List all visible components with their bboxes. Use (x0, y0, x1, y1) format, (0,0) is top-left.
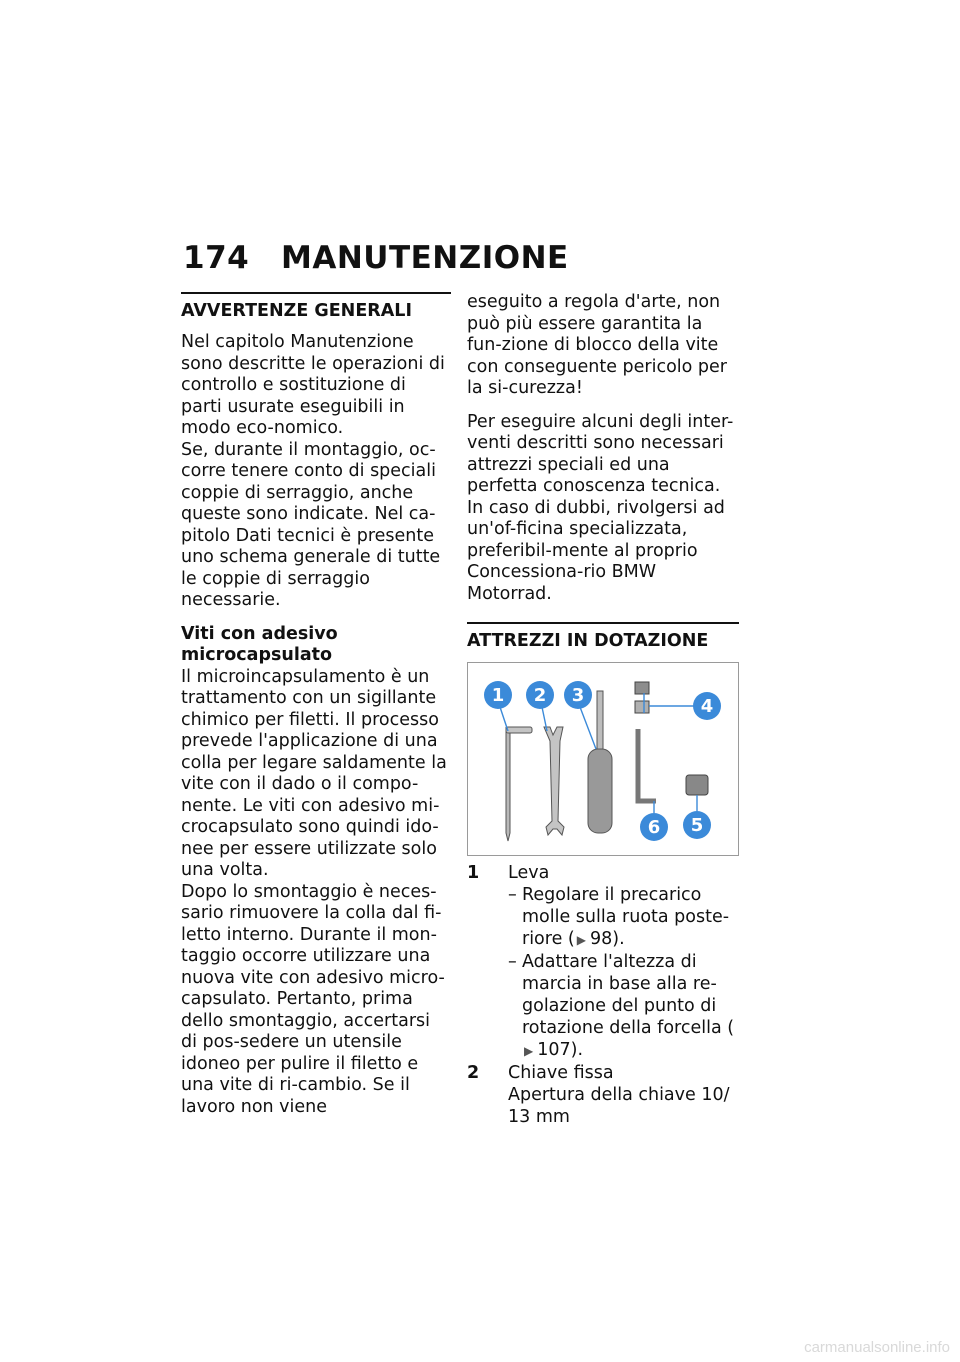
section-divider (181, 292, 451, 294)
section-divider (467, 622, 739, 624)
paragraph: Dopo lo smontaggio è neces-sario rimuovere la colla dal fi-letto interno. Durante il mon-taggio occorre utilizzare una nuova vite con adesivo micro-capsulato. Pertanto, prima dello smontaggio, accertarsi di pos-sedere un utensile idoneo per pulire il filetto e una vite di ri-cambio. Se il lavoro non viene (181, 881, 445, 1117)
dash-bullet: – (508, 952, 517, 972)
left-column (181, 292, 451, 1118)
callout-5: 5 (690, 815, 704, 836)
page-header (183, 240, 569, 276)
paragraph: eseguito a regola d'arte, non può più essere garantita la fun-zione di blocco della vite con conseguente pericolo per la si-curezza! (467, 292, 727, 398)
bit-icon (635, 701, 649, 713)
callout-2: 2 (533, 685, 547, 706)
paragraph: Nel capitolo Manutenzione sono descritte le operazioni di controllo e sostituzione di parti usurate eseguibili in modo eco-nomico. (181, 332, 445, 438)
lever-icon (506, 727, 532, 733)
paragraph: Se, durante il montaggio, oc-corre tenere conto di speciali coppie di serraggio, anche queste sono indicate. Nel ca-pitolo Dati tecnici è presente uno schema generale di tutte le coppie di serraggio necessarie. (181, 439, 441, 610)
callout-1: 1 (491, 685, 505, 706)
list-item (467, 862, 739, 1062)
sub-item: – Regolare il precarico molle sulla ruota poste-riore ( ▶ 98). (508, 885, 730, 949)
item-name: Chiave fissa (508, 1063, 614, 1083)
watermark: carmanualsonline.info (804, 1339, 950, 1356)
item-description: Apertura della chiave 10/ 13 mm (508, 1085, 730, 1127)
page-number: 174 (183, 240, 250, 276)
right-column (467, 292, 739, 1128)
chapter-title: MANUTENZIONE (281, 240, 569, 276)
sub-item-text: Adattare l'altezza di marcia in base alla re-golazione del punto di rotazione della forcella (522, 952, 722, 1038)
page-ref-arrow-icon: ▶ (576, 933, 586, 947)
subheading-microcapsulated-screws: Viti con adesivo microcapsulato (181, 623, 338, 665)
item-name: Leva (508, 863, 550, 883)
page-reference[interactable]: 98). (589, 929, 625, 949)
section-title-general-warnings: AVVERTENZE GENERALI (181, 301, 412, 321)
hex-key-icon (638, 729, 656, 801)
sub-item-text: Regolare il precarico molle sulla ruota poste-riore (522, 885, 730, 949)
item-number: 2 (467, 1063, 480, 1083)
paragraph: Il microincapsulamento è un trattamento con un sigillante chimico per filetti. Il processo prevede l'applicazione di una colla per legare saldamente la vite con il dado o il compo-nente. Le viti con adesivo mi-crocapsulato sono quindi ido-nee per essere utilizzate solo una volta. (181, 666, 447, 880)
screwdriver-icon (588, 749, 612, 833)
tool-kit-figure (467, 662, 739, 856)
tool-kit-illustration (468, 663, 738, 855)
paragraph: Per eseguire alcuni degli inter-venti descritti sono necessari attrezzi speciali ed una perfetta conoscenza tecnica. In caso di dubbi, rivolgersi ad un'of-ficina specializzata, preferibil-mente al proprio Concessiona-rio BMW Motorrad. (467, 411, 734, 604)
nut-icon (686, 775, 708, 795)
page-ref-arrow-icon: ▶ (524, 1044, 534, 1058)
tool-list (467, 862, 739, 1128)
sub-item: – Adattare l'altezza di marcia in base alla re-golazione del punto di rotazione della forcella (▶ 107). (508, 952, 735, 1060)
page-reference[interactable]: 107). (537, 1040, 584, 1060)
item-number: 1 (467, 863, 480, 883)
callout-3: 3 (571, 685, 585, 706)
callout-6: 6 (647, 817, 661, 838)
section-title-tools: ATTREZZI IN DOTAZIONE (467, 631, 709, 651)
dash-bullet: – (508, 885, 517, 905)
callout-4: 4 (700, 696, 714, 717)
wrench-icon (544, 727, 564, 835)
list-item (467, 1062, 739, 1128)
